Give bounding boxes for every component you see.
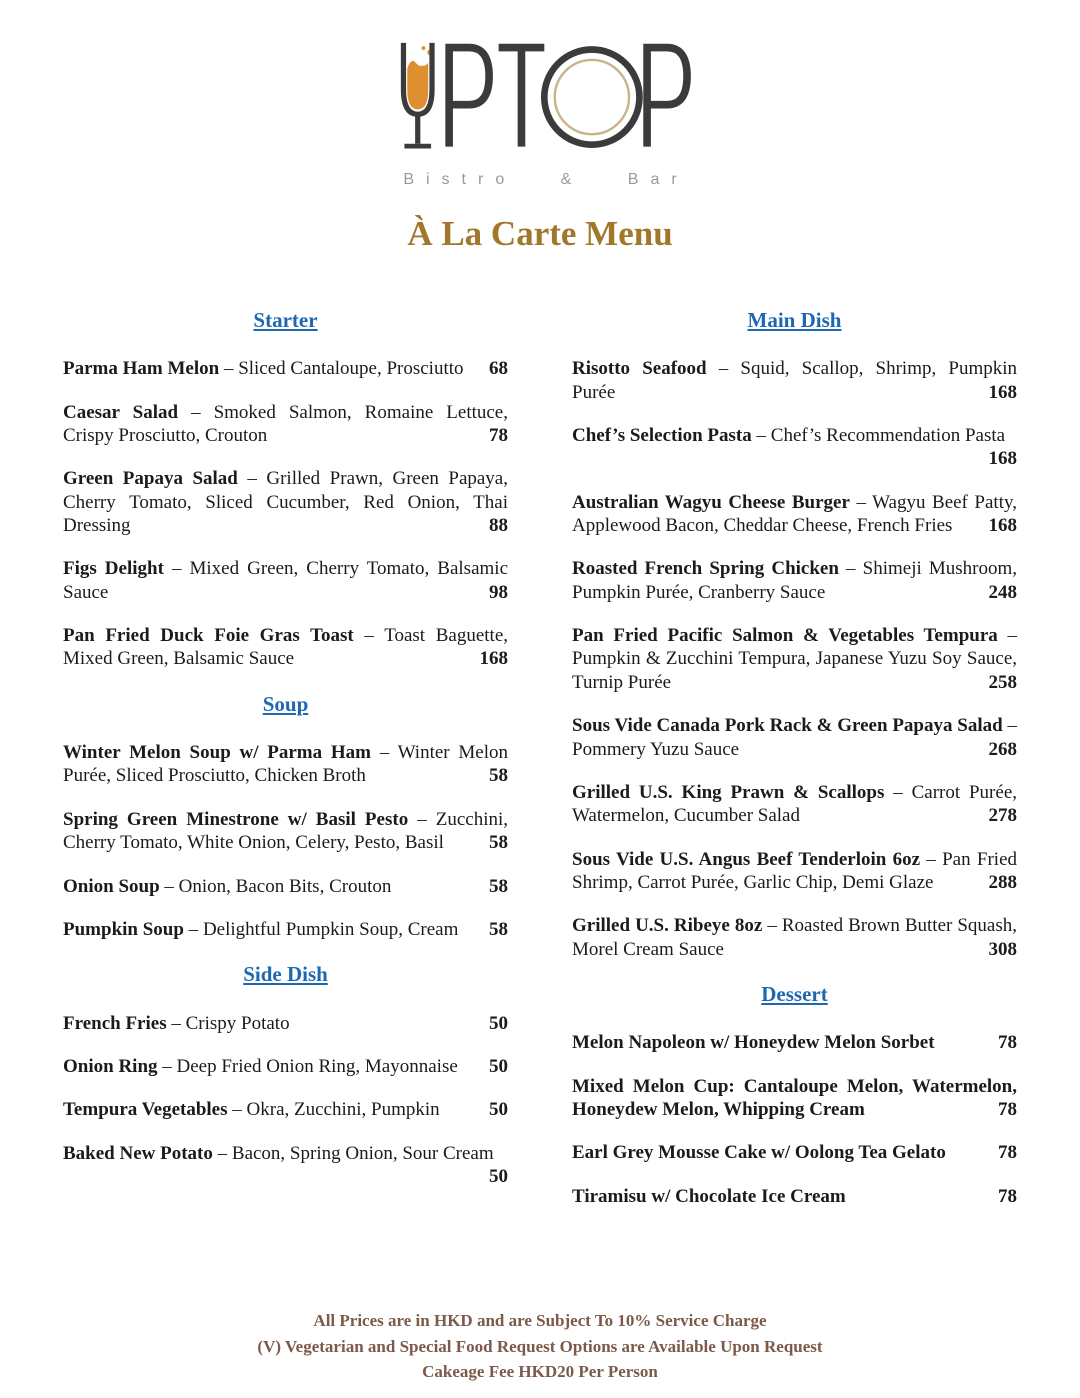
dish-description: – Squid, Scallop, Shrimp, Pumpkin Purée [572, 358, 1017, 403]
section-items [63, 357, 508, 671]
dish-name: Roasted French Spring Chicken [572, 558, 839, 580]
dish-price: 268 [988, 738, 1017, 760]
dish-name: Grilled U.S. King Prawn & Scallops [572, 781, 885, 803]
dish-description: – Winter Melon Purée, Sliced Prosciutto, Chicken Broth [63, 742, 508, 787]
brand-tagline: Bistro & Bar [403, 171, 689, 188]
dish-price: 168 [479, 648, 508, 670]
dish-description: – Mixed Green, Cherry Tomato, Balsamic Sauce [63, 558, 508, 603]
dish-name: Pan Fried Duck Foie Gras Toast [63, 625, 354, 647]
dish-name: Figs Delight [63, 558, 164, 580]
menu-item [572, 914, 1017, 961]
section-items [63, 741, 508, 941]
dish-price: 78 [998, 1142, 1017, 1164]
logo-letter-p2 [647, 48, 687, 147]
dish-name: Chef’s Selection Pasta [572, 424, 752, 446]
dish-description: – Chef’s Recommendation Pasta [756, 424, 1006, 446]
dish-description: – Zucchini, Cherry Tomato, White Onion, Celery, Pesto, Basil [63, 808, 509, 854]
dish-name: Pumpkin Soup [63, 918, 184, 940]
menu-item [572, 1141, 1017, 1164]
footer-note-line: (V) Vegetarian and Special Food Request Options are Available Upon Request [257, 1336, 823, 1356]
menu-item [63, 875, 508, 898]
dish-description: – Onion, Bacon Bits, Crouton [164, 875, 392, 897]
dish-price: 58 [489, 765, 508, 787]
section-heading: Main Dish [747, 308, 842, 332]
dish-description: – Carrot Purée, Watermelon, Cucumber Salad [572, 781, 1017, 827]
menu-item [63, 1098, 508, 1121]
dish-description: – Sliced Cantaloupe, Prosciutto [223, 358, 464, 380]
dish-name: Earl Grey Mousse Cake w/ Oolong Tea Gelato [572, 1142, 946, 1164]
menu-item [63, 741, 508, 788]
dish-price: 168 [988, 515, 1017, 537]
champagne-glass-icon [403, 43, 433, 146]
dish-name: Pan Fried Pacific Salmon & Vegetables Tempura [572, 625, 998, 647]
menu-section [572, 307, 1017, 961]
menu-item [572, 848, 1017, 895]
dish-price: 248 [988, 581, 1017, 603]
dish-name: Onion Ring [63, 1055, 158, 1077]
dish-price: 58 [489, 832, 508, 854]
dish-price: 278 [988, 805, 1017, 827]
menu-right-column [572, 307, 1017, 1228]
menu-item [572, 557, 1017, 604]
menu-item [63, 557, 508, 604]
logo-letter-t [498, 48, 544, 147]
dish-description: – Shimeji Mushroom, Pumpkin Purée, Cranberry Sauce [572, 558, 1018, 603]
dish-name: Spring Green Minestrone w/ Basil Pesto [63, 808, 409, 830]
dish-description: – Toast Baguette, Mixed Green, Balsamic Sauce [63, 625, 509, 670]
menu-item [572, 424, 1017, 471]
dish-name: Sous Vide Canada Pork Rack & Green Papaya Salad [572, 715, 1003, 737]
dish-price: 288 [988, 872, 1017, 893]
dish-description: – Roasted Brown Butter Squash, Morel Cream Sauce [572, 915, 1018, 960]
uptop-logo-icon [388, 40, 693, 158]
menu-item [63, 918, 508, 941]
menu-item [572, 491, 1017, 538]
menu-item [63, 1055, 508, 1078]
dish-description: – Pumpkin & Zucchini Tempura, Japanese Yuzu Soy Sauce, Turnip Purée [572, 625, 1018, 693]
menu-item [63, 401, 508, 448]
dish-description: – Grilled Prawn, Green Papaya, Cherry Tomato, Sliced Cucumber, Red Onion, Thai Dressing [63, 468, 508, 537]
dish-name: Caesar Salad [63, 401, 179, 423]
menu-item [572, 624, 1017, 694]
dish-price: 258 [988, 671, 1017, 693]
dish-price: 50 [489, 1099, 508, 1121]
dish-name: Sous Vide U.S. Angus Beef Tenderloin 6oz [572, 848, 921, 870]
plate-icon [544, 50, 639, 145]
dish-price: 50 [489, 1165, 508, 1187]
dish-description: – Smoked Salmon, Romaine Lettuce, Crispy Prosciutto, Crouton [63, 401, 508, 446]
section-items [572, 357, 1017, 961]
menu-header [0, 0, 1080, 255]
section-items [63, 1012, 508, 1189]
menu-columns [0, 307, 1080, 1228]
dish-name: Tempura Vegetables [63, 1099, 228, 1121]
dish-description: – Crispy Potato [171, 1012, 290, 1034]
dish-price: 88 [489, 515, 508, 537]
dish-price: 168 [988, 448, 1017, 470]
menu-footer [0, 1308, 1080, 1385]
dish-name: Winter Melon Soup w/ Parma Ham [63, 742, 371, 764]
menu-item [63, 467, 508, 537]
section-heading: Side Dish [243, 962, 328, 987]
menu-item [572, 1075, 1017, 1122]
dish-name: Baked New Potato [63, 1142, 213, 1164]
dish-price: 68 [489, 358, 508, 380]
dish-name: Parma Ham Melon [63, 358, 220, 380]
menu-item [63, 357, 508, 380]
section-heading: Starter [253, 308, 318, 332]
menu-item [63, 1142, 508, 1189]
dish-price: 58 [489, 875, 508, 897]
dish-name: Australian Wagyu Cheese Burger [572, 491, 850, 513]
logo-letter-p [449, 48, 489, 147]
dish-price: 78 [998, 1032, 1017, 1054]
dish-price: 308 [988, 938, 1017, 960]
dish-description: – Pommery Yuzu Sauce [572, 715, 1017, 760]
menu-section [63, 961, 508, 1188]
dish-name: Grilled U.S. Ribeye 8oz [572, 915, 763, 937]
section-heading: Dessert [761, 982, 828, 1007]
dish-name: Melon Napoleon w/ Honeydew Melon Sorbet [572, 1032, 935, 1054]
dish-description: – Okra, Zucchini, Pumpkin [232, 1099, 440, 1121]
page-title: À La Carte Menu [407, 214, 673, 253]
dish-name: Tiramisu w/ Chocolate Ice Cream [572, 1185, 846, 1207]
dish-price: 58 [489, 918, 508, 940]
menu-item [63, 808, 508, 855]
dish-name: Green Papaya Salad [63, 468, 238, 490]
dish-description: – Pan Fried Shrimp, Carrot Purée, Garlic Chip, Demi Glaze [572, 848, 1017, 893]
dish-name: Risotto Seafood [572, 358, 707, 380]
dish-name: Onion Soup [63, 875, 160, 897]
footer-note-line: Cakeage Fee HKD20 Per Person [422, 1362, 658, 1382]
section-heading: Soup [262, 691, 309, 716]
menu-section [63, 691, 508, 941]
menu-item [572, 1031, 1017, 1054]
dish-price: 168 [988, 381, 1017, 403]
dish-description: – Wagyu Beef Patty, Applewood Bacon, Cheddar Cheese, French Fries [572, 491, 1017, 537]
footer-note-line: All Prices are in HKD and are Subject To 10% Service Charge [313, 1311, 767, 1331]
menu-item [572, 1185, 1017, 1208]
dish-price: 98 [489, 581, 508, 603]
dish-price: 50 [489, 1055, 508, 1077]
menu-section [572, 981, 1017, 1208]
menu-item [572, 781, 1017, 828]
menu-left-column [63, 307, 508, 1208]
dish-price: 78 [489, 424, 508, 446]
dish-description: – Bacon, Spring Onion, Sour Cream [217, 1142, 494, 1164]
dish-price: 78 [998, 1099, 1017, 1121]
dish-price: 50 [489, 1012, 508, 1034]
dish-name: French Fries [63, 1012, 167, 1034]
dish-description: – Delightful Pumpkin Soup, Cream [188, 918, 459, 940]
menu-section [63, 307, 508, 671]
menu-item [63, 624, 508, 671]
menu-item [63, 1012, 508, 1035]
menu-item [572, 357, 1017, 404]
dish-price: 78 [998, 1185, 1017, 1207]
menu-item [572, 714, 1017, 761]
dish-description: – Deep Fried Onion Ring, Mayonnaise [162, 1055, 458, 1077]
section-items [572, 1031, 1017, 1208]
dish-name: Mixed Melon Cup: Cantaloupe Melon, Watermelon, Honeydew Melon, Whipping Cream [572, 1075, 1017, 1121]
